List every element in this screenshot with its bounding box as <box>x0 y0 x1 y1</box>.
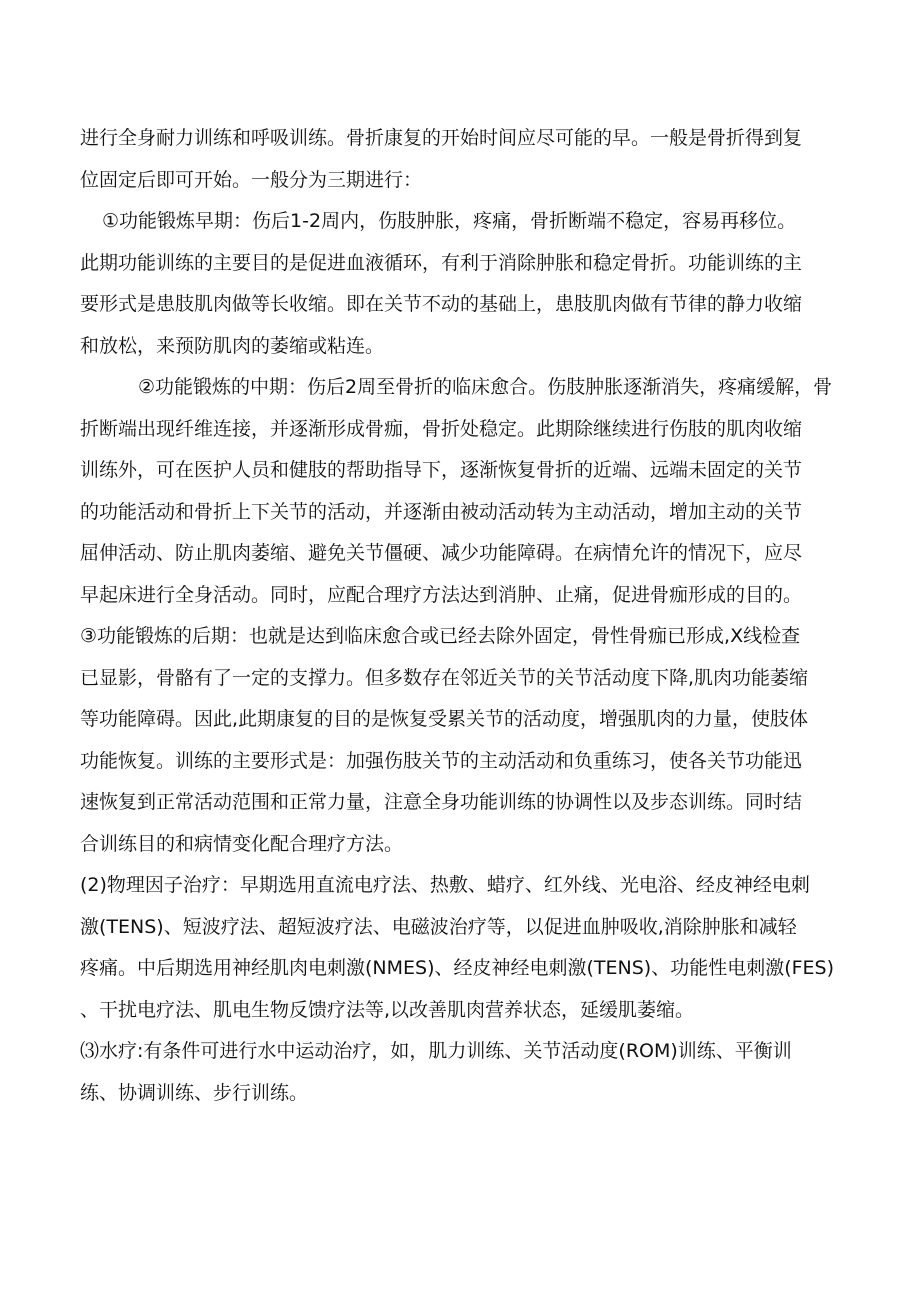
text-line: 练、协调训练、步行训练。 <box>80 1081 309 1104</box>
text-line: 的功能活动和骨折上下关节的活动，并逐渐由被动活动转为主动活动，增加主动的关节 <box>80 500 803 523</box>
text-line: 屈伸活动、防止肌肉萎缩、避免关节僵硬、减少功能障碍。在病情允许的情况下，应尽 <box>80 542 803 564</box>
text-line: 折断端出现纤维连接，并逐渐形成骨痂，骨折处稳定。此期除继续进行伤肢的肌肉收缩 <box>80 417 803 440</box>
text-line: 激(TENS)、短波疗法、超短波疗法、电磁波治疗等，以促进血肿吸收,消除肿胀和减轻 <box>80 915 797 938</box>
text-line: 位固定后即可开始。一般分为三期进行： <box>80 168 423 191</box>
text-line: ①功能锻炼早期：伤后1-2周内，伤肢肿胀，疼痛，骨折断端不稳定，容易再移位。 <box>102 210 797 232</box>
text-line: 早起床进行全身活动。同时，应配合理疗方法达到消肿、止痛，促进骨痂形成的目的。 <box>80 583 803 606</box>
text-line: (2)物理因子治疗：早期选用直流电疗法、热敷、蜡疗、红外线、光电浴、经皮神经电刺 <box>80 874 810 896</box>
text-line: 合训练目的和病情变化配合理疗方法。 <box>80 832 404 855</box>
text-line: 功能恢复。训练的主要形式是：加强伤肢关节的主动活动和负重练习，使各关节功能迅 <box>80 749 803 772</box>
text-line: 此期功能训练的主要目的是促进血液循环，有利于消除肿胀和稳定骨折。功能训练的主 <box>80 251 803 274</box>
text-line: 要形式是患肢肌肉做等长收缩。即在关节不动的基础上，患肢肌肉做有节律的静力收缩 <box>80 293 803 315</box>
text-line: ③功能锻炼的后期：也就是达到临床愈合或已经去除外固定，骨性骨痂已形成,X线检查 <box>80 625 801 647</box>
text-line: ②功能锻炼的中期：伤后2周至骨折的临床愈合。伤肢肿胀逐渐消失，疼痛缓解，骨 <box>138 376 833 398</box>
text-line: 速恢复到正常活动范围和正常力量，注意全身功能训练的协调性以及步态训练。同时结 <box>80 791 803 813</box>
text-line: 、干扰电疗法、肌电生物反馈疗法等,以改善肌肉营养状态，延缓肌萎缩。 <box>80 998 695 1021</box>
text-line: 进行全身耐力训练和呼吸训练。骨折康复的开始时间应尽可能的早。一般是骨折得到复 <box>80 127 803 149</box>
text-line: 疼痛。中后期选用神经肌肉电刺激(NMES)、经皮神经电刺激(TENS)、功能性电刺激(FES) <box>80 957 835 979</box>
text-line: 已显影，骨骼有了一定的支撑力。但多数存在邻近关节的关节活动度下降,肌肉功能萎缩 <box>80 666 809 689</box>
text-line: 训练外，可在医护人员和健肢的帮助指导下，逐渐恢复骨折的近端、远端未固定的关节 <box>80 459 803 481</box>
text-line: ⑶水疗:有条件可进行水中运动治疗，如，肌力训练、关节活动度(ROM)训练、平衡训 <box>80 1040 792 1062</box>
body-text <box>80 118 850 1114</box>
text-line: 等功能障碍。因此,此期康复的目的是恢复受累关节的活动度，增强肌肉的力量，使肢体 <box>80 708 809 730</box>
text-line: 和放松，来预防肌肉的萎缩或粘连。 <box>80 334 385 357</box>
